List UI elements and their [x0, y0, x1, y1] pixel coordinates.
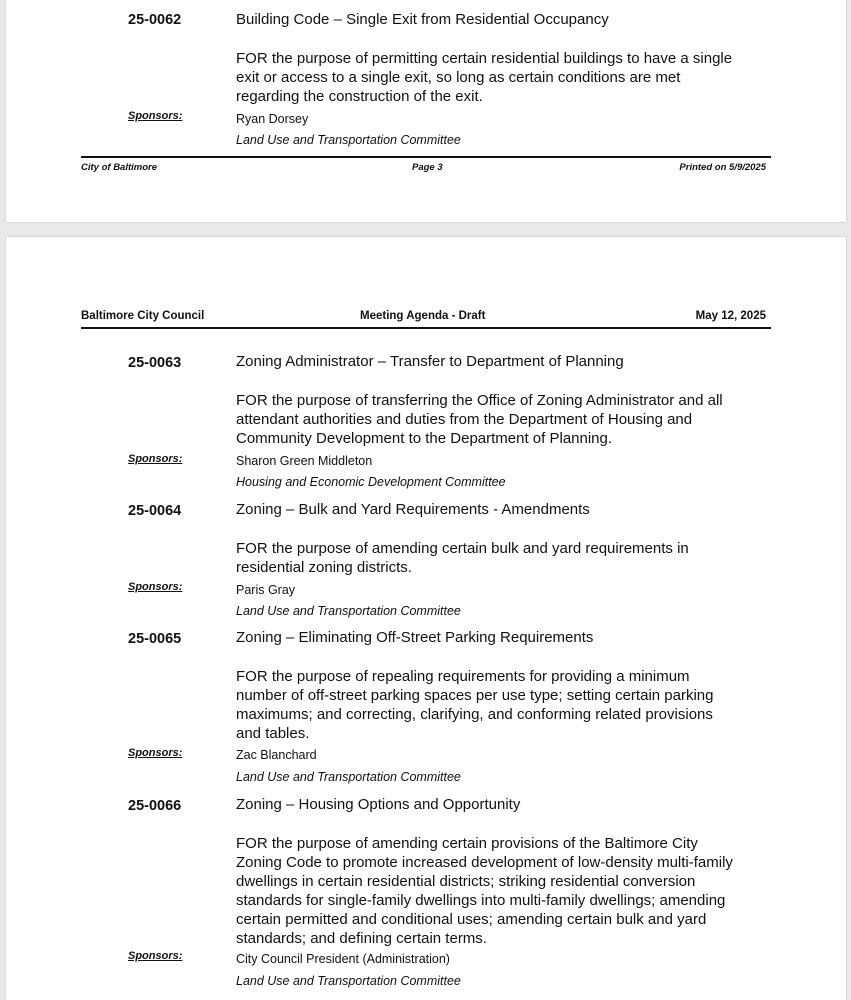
header-title: Meeting Agenda - Draft — [360, 310, 486, 322]
item-number: 25-0064 — [128, 503, 182, 519]
item-number: 25-0065 — [128, 631, 182, 647]
footer-page-number: Page 3 — [412, 162, 443, 173]
item-number: 25-0063 — [128, 355, 182, 371]
sponsors-label: Sponsors: — [128, 581, 183, 593]
item-description: FOR the purpose of permitting certain residential buildings to have a single exit or access to a single exit, so long as certain conditions are met regarding the construction of the exit. — [236, 50, 733, 105]
sponsors-label: Sponsors: — [128, 453, 183, 465]
item-title: Zoning – Housing Options and Opportunity — [236, 796, 521, 813]
sponsor-name: City Council President (Administration) — [236, 952, 450, 966]
header-org: Baltimore City Council — [81, 310, 205, 322]
committee-name: Land Use and Transportation Committee — [236, 604, 461, 618]
document-page-3 — [6, 0, 846, 222]
item-title: Zoning – Eliminating Off-Street Parking Requirements — [236, 629, 594, 646]
document-page-4 — [6, 237, 846, 1000]
footer-left: City of Baltimore — [81, 162, 158, 173]
item-title: Zoning – Bulk and Yard Requirements - Amendments — [236, 501, 590, 518]
sponsor-name: Ryan Dorsey — [236, 112, 309, 126]
item-number: 25-0062 — [128, 12, 182, 28]
committee-name: Land Use and Transportation Committee — [236, 974, 461, 988]
sponsor-name: Zac Blanchard — [236, 748, 317, 762]
header-date: May 12, 2025 — [695, 310, 766, 322]
header-rule — [81, 327, 771, 329]
footer-rule — [81, 156, 771, 158]
item-description: FOR the purpose of amending certain provisions of the Baltimore City Zoning Code to promote increased development of low-density multi-family dwellings in certain residential districts; striking residential conversion standards for single-family dwellings into multi-family dwellings; amending certain permitted and conditional uses; amending certain bulk and yard standards; and defining certain terms. — [236, 835, 733, 947]
item-description: FOR the purpose of amending certain bulk and yard requirements in residential zoning districts. — [236, 540, 689, 576]
sponsors-label: Sponsors: — [128, 747, 183, 759]
sponsors-label: Sponsors: — [128, 110, 183, 122]
sponsors-label: Sponsors: — [128, 950, 183, 962]
footer-printed-date: Printed on 5/9/2025 — [679, 162, 766, 173]
item-description: FOR the purpose of transferring the Office of Zoning Administrator and all attendant authorities and duties from the Department of Housing and Community Development to the Department of Planning. — [236, 392, 723, 447]
item-title: Building Code – Single Exit from Residential Occupancy — [236, 11, 609, 28]
sponsor-name: Paris Gray — [236, 583, 296, 597]
item-description: FOR the purpose of repealing requirements for providing a minimum number of off-street parking spaces per use type; setting certain parking maximums; and correcting, clarifying, and conforming related provisions and tables. — [236, 668, 714, 742]
sponsor-name: Sharon Green Middleton — [236, 454, 373, 468]
committee-name: Housing and Economic Development Committee — [236, 475, 506, 489]
committee-name: Land Use and Transportation Committee — [236, 133, 461, 147]
item-title: Zoning Administrator – Transfer to Department of Planning — [236, 353, 624, 370]
committee-name: Land Use and Transportation Committee — [236, 770, 461, 784]
item-number: 25-0066 — [128, 798, 182, 814]
